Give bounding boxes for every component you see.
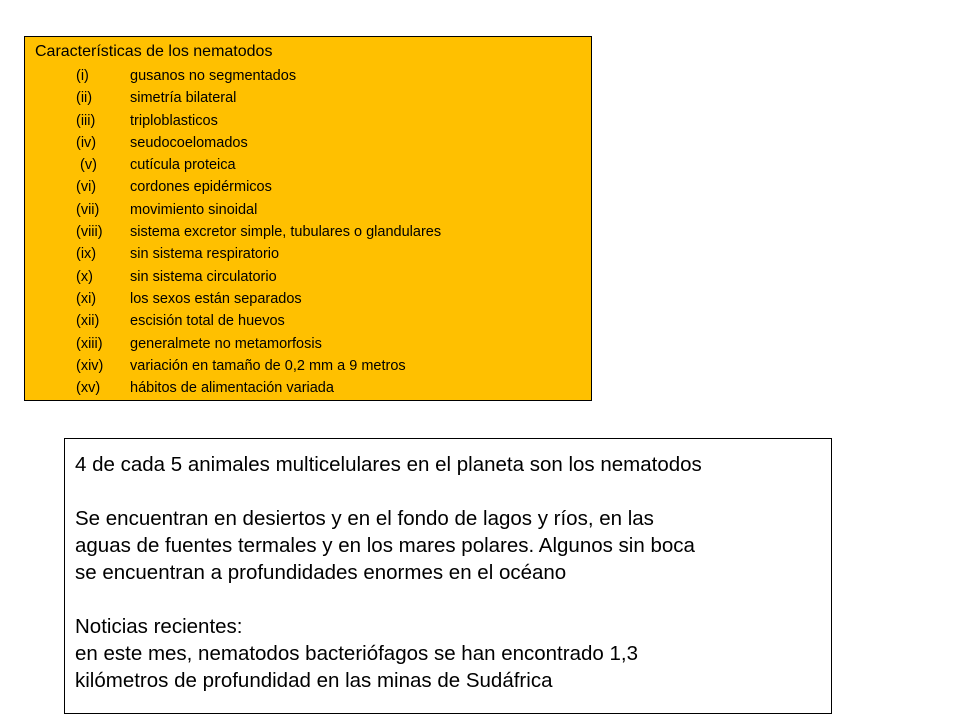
item-number: (viii) xyxy=(76,224,103,241)
habitat-line: aguas de fuentes termales y en los mares polares. Algunos sin boca xyxy=(75,534,695,557)
news-line: en este mes, nematodos bacteriófagos se han encontrado 1,3 xyxy=(75,642,638,665)
facts-box xyxy=(64,438,832,714)
item-number: (iii) xyxy=(76,112,96,129)
item-text: simetría bilateral xyxy=(130,90,237,107)
habitat-line: se encuentran a profundidades enormes en el océano xyxy=(75,561,567,584)
news-heading: Noticias recientes: xyxy=(75,615,243,638)
item-number: (iv) xyxy=(76,134,97,151)
item-number: (xi) xyxy=(76,290,97,307)
item-number: (ii) xyxy=(76,90,93,107)
item-text: generalmete no metamorfosis xyxy=(130,335,322,352)
item-text: variación en tamaño de 0,2 mm a 9 metros xyxy=(130,357,406,374)
item-text: sistema excretor simple, tubulares o glandulares xyxy=(130,224,442,241)
item-text: escisión total de huevos xyxy=(130,313,285,330)
item-number: (xv) xyxy=(76,380,101,397)
item-number: (vii) xyxy=(76,201,100,218)
item-text: sin sistema circulatorio xyxy=(130,268,277,285)
item-number: (ix) xyxy=(76,246,97,263)
item-number: (xiv) xyxy=(76,357,104,374)
habitat-paragraph xyxy=(75,505,825,586)
news-line: kilómetros de profundidad en las minas de Sudáfrica xyxy=(75,669,553,692)
habitat-line: Se encuentran en desiertos y en el fondo de lagos y ríos, en las xyxy=(75,507,654,530)
item-text: sin sistema respiratorio xyxy=(130,246,280,263)
item-text: cordones epidérmicos xyxy=(130,179,272,196)
item-text: gusanos no segmentados xyxy=(130,68,297,84)
item-text: seudocoelomados xyxy=(130,134,248,151)
characteristics-box xyxy=(24,36,592,401)
characteristics-title: Características de los nematodos xyxy=(35,43,273,60)
item-number: (xii) xyxy=(76,313,100,330)
item-number: (xiii) xyxy=(76,335,103,352)
item-text: los sexos están separados xyxy=(130,290,302,307)
item-number: (x) xyxy=(76,268,93,285)
item-text: movimiento sinoidal xyxy=(130,201,258,218)
news-paragraph xyxy=(75,613,825,694)
item-text: cutícula proteica xyxy=(130,157,236,174)
fact-statement: 4 de cada 5 animales multicelulares en el planeta son los nematodos xyxy=(75,453,702,476)
item-text: hábitos de alimentación variada xyxy=(130,380,334,397)
item-number: (i) xyxy=(76,68,89,84)
item-number: (v) xyxy=(80,157,97,174)
item-number: (vi) xyxy=(76,179,97,196)
item-text: triploblasticos xyxy=(130,112,218,129)
